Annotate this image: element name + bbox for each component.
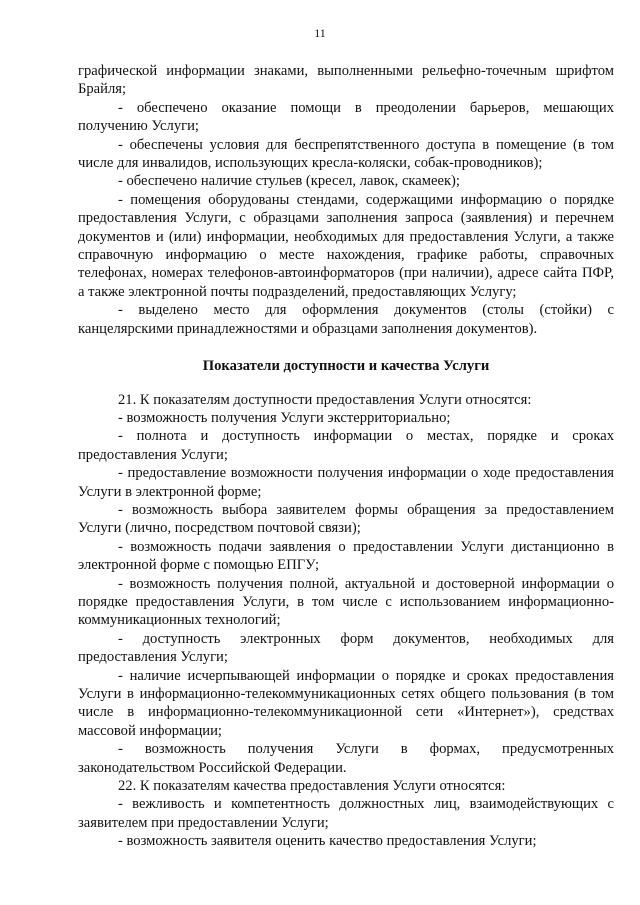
paragraph: - возможность выбора заявителем формы обращения за предоставлением Услуги (лично, посредством почтовой связи); [78,501,614,537]
paragraph: - возможность получения полной, актуальной и достоверной информации о порядке предоставления Услуги, в том числе с использованием информационно-коммуникационных технологий; [78,575,614,629]
paragraph: - доступность электронных форм документов, необходимых для предоставления Услуги; [78,630,614,666]
paragraph: - выделено место для оформления документов (столы (стойки) с канцелярскими принадлежностями и образцами заполнения документов). [78,302,614,337]
paragraph: - вежливость и компетентность должностных лиц, взаимодействующих с заявителем при предоставлении Услуги; [78,796,614,831]
paragraph: - полнота и доступность информации о местах, порядке и сроках предоставления Услуги; [78,428,614,463]
paragraph: - возможность получения Услуги экстерриториально; [118,409,451,426]
section-paragraphs [78,391,614,851]
paragraph: - помещения оборудованы стендами, содержащими информацию о порядке предоставления Услуги, с образцами заполнения запроса (заявления) и перечнем документов и (или) информации, необходимых для предоставления Услуги, а также справочную информацию о месте нахождения, графике работы, справочных телефонах, номерах телефонов-автоинформаторов (при наличии), адресе сайта ПФР, а также электронной почты подразделений, предоставляющих Услугу; [78,191,614,300]
paragraph: - возможность заявителя оценить качество предоставления Услуги; [118,833,537,850]
paragraph: - обеспечены условия для беспрепятственного доступа в помещение (в том числе для инвалидов, использующих кресла-коляски, собак-проводников); [78,136,614,172]
paragraph: - наличие исчерпывающей информации о порядке и сроках предоставления Услуги в информационно-телекоммуникационных сетях общего пользования (в том числе в информационно-телекоммуникационной сети «Интернет»), средствах массовой информации; [78,667,614,739]
paragraph: графической информации знаками, выполненными рельефно-точечным шрифтом Брайля; [78,63,614,98]
intro-paragraphs [78,62,614,338]
paragraph: - обеспечено оказание помощи в преодолении барьеров, мешающих получению Услуги; [78,99,614,135]
section-title: Показатели доступности и качества Услуги [202,358,490,375]
page-number: 11 [314,26,326,40]
paragraph: - возможность подачи заявления о предоставлении Услуги дистанционно в электронной форме с помощью ЕПГУ; [78,538,614,574]
paragraph: 22. К показателям качества предоставления Услуги относятся: [118,778,506,795]
paragraph: - возможность получения Услуги в формах, предусмотренных законодательством Российской Федерации. [78,741,614,776]
paragraph: - обеспечено наличие стульев (кресел, лавок, скамеек); [118,173,460,190]
paragraph: 21. К показателям доступности предоставления Услуги относятся: [118,391,532,408]
document-body [78,62,614,851]
paragraph: - предоставление возможности получения информации о ходе предоставления Услуги в электронной форме; [78,465,614,500]
